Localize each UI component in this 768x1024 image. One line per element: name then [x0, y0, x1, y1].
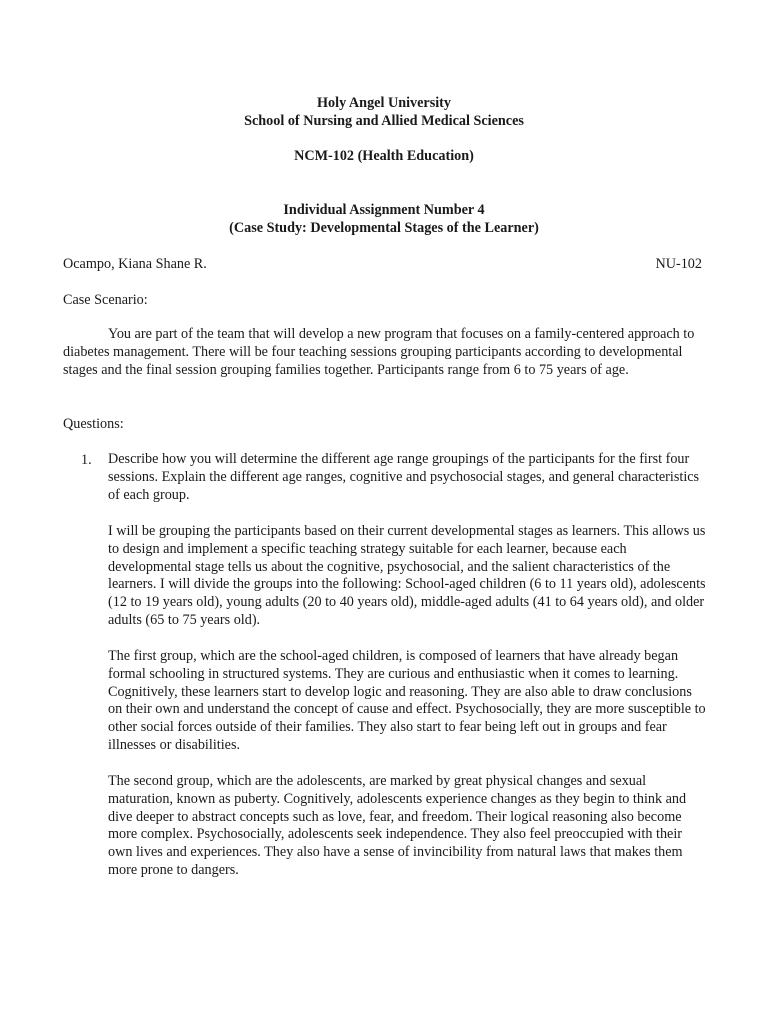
school-name: School of Nursing and Allied Medical Sciences — [244, 113, 524, 129]
university-name: Holy Angel University — [317, 95, 451, 111]
question-1-text: Describe how you will determine the different age range groupings of the participants for the first four sessions. Explain the different age ranges, cognitive and psychosocial stages, and general characteristics of each group. — [108, 451, 700, 503]
case-study-title: (Case Study: Developmental Stages of the Learner) — [229, 220, 539, 236]
student-section: NU-102 — [655, 256, 702, 272]
answer-paragraph-3: The second group, which are the adolescents, are marked by great physical changes and sexual maturation, known as puberty. Cognitively, adolescents experience changes as they begin to think and dive deeper to abstract concepts such as love, fear, and freedom. Their logical reasoning also become more complex. Psychosocially, adolescents seek independence. They also feel preoccupied with their own lives and experiences. They also have a sense of invincibility from natural laws that makes them more prone to dangers. — [108, 773, 687, 878]
questions-label: Questions: — [63, 416, 124, 432]
question-number: 1. — [81, 452, 92, 468]
course-title: NCM-102 (Health Education) — [294, 148, 474, 164]
case-scenario-text: You are part of the team that will develop a new program that focuses on a family-centered approach to diabetes management. There will be four teaching sessions grouping participants according to developmental stages and the final session grouping families together. Participants range from 6 to 75 years of age. — [63, 326, 695, 378]
case-scenario-label: Case Scenario: — [63, 292, 148, 308]
student-name: Ocampo, Kiana Shane R. — [63, 256, 207, 272]
answer-paragraph-2: The first group, which are the school-aged children, is composed of learners that have already began formal schooling in structured systems. They are curious and enthusiastic when it comes to learning. Cognitively, these learners start to develop logic and reasoning. They are also able to draw conclusions on their own and understand the concept of cause and effect. Psychosocially, they are more susceptible to other social forces outside of their families. They also start to fear being left out in groups and fear illnesses or disabilities. — [108, 648, 706, 753]
answer-paragraph-1: I will be grouping the participants based on their current developmental stages as learners. This allows us to design and implement a specific teaching strategy suitable for each learner, because each developmental stage tells us about the cognitive, psychosocial, and the salient characteristics of the learners. I will divide the groups into the following: School-aged children (6 to 11 years old), adolescents (12 to 19 years old), young adults (20 to 40 years old), middle-aged adults (41 to 64 years old), and older adults (65 to 75 years old). — [108, 523, 706, 628]
assignment-title: Individual Assignment Number 4 — [283, 202, 485, 218]
